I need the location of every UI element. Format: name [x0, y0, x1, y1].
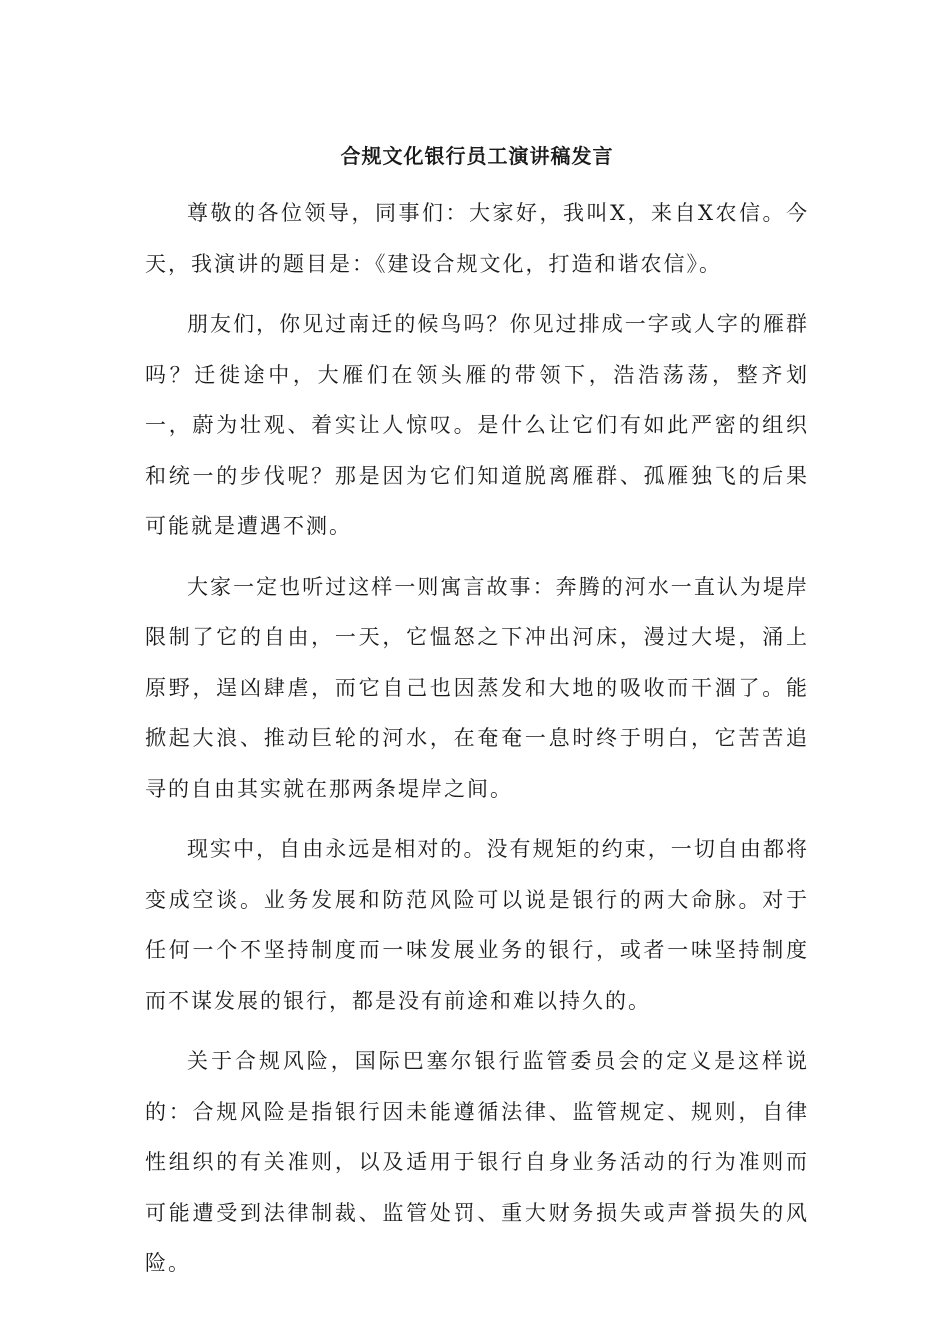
- paragraph-compliance-risk: 关于合规风险，国际巴塞尔银行监管委员会的定义是这样说的：合规风险是指银行因未能遵循法律、监管规定、规则，自律性组织的有关准则，以及适用于银行自身业务活动的行为准则而可能遭受到法律制裁、监管处罚、重大财务损失或声誉损失的风险。: [145, 1049, 809, 1275]
- paragraph-greeting: 尊敬的各位领导，同事们：大家好，我叫X，来自X农信。今天，我演讲的题目是：《建设合规文化，打造和谐农信》。: [145, 201, 809, 276]
- paragraph-freedom: 现实中，自由永远是相对的。没有规矩的约束，一切自由都将变成空谈。业务发展和防范风险可以说是银行的两大命脉。对于任何一个不坚持制度而一味发展业务的银行，或者一味坚持制度而不谋发展的银行，都是没有前途和难以持久的。: [145, 837, 809, 1013]
- document-title: 合规文化银行员工演讲稿发言: [340, 144, 614, 168]
- document-page: [145, 138, 809, 1299]
- paragraph-geese: 朋友们，你见过南迁的候鸟吗？你见过排成一字或人字的雁群吗？迁徙途中，大雁们在领头雁的带领下，浩浩荡荡，整齐划一，蔚为壮观、着实让人惊叹。是什么让它们有如此严密的组织和统一的步伐呢？那是因为它们知道脱离雁群、孤雁独飞的后果可能就是遭遇不测。: [145, 312, 809, 538]
- paragraph-river-fable: 大家一定也听过这样一则寓言故事：奔腾的河水一直认为堤岸限制了它的自由，一天，它愠怒之下冲出河床，漫过大堤，涌上原野，逞凶肆虐，而它自己也因蒸发和大地的吸收而干涸了。能掀起大浪、推动巨轮的河水，在奄奄一息时终于明白，它苦苦追寻的自由其实就在那两条堤岸之间。: [145, 574, 809, 801]
- document-body: [145, 188, 809, 1289]
